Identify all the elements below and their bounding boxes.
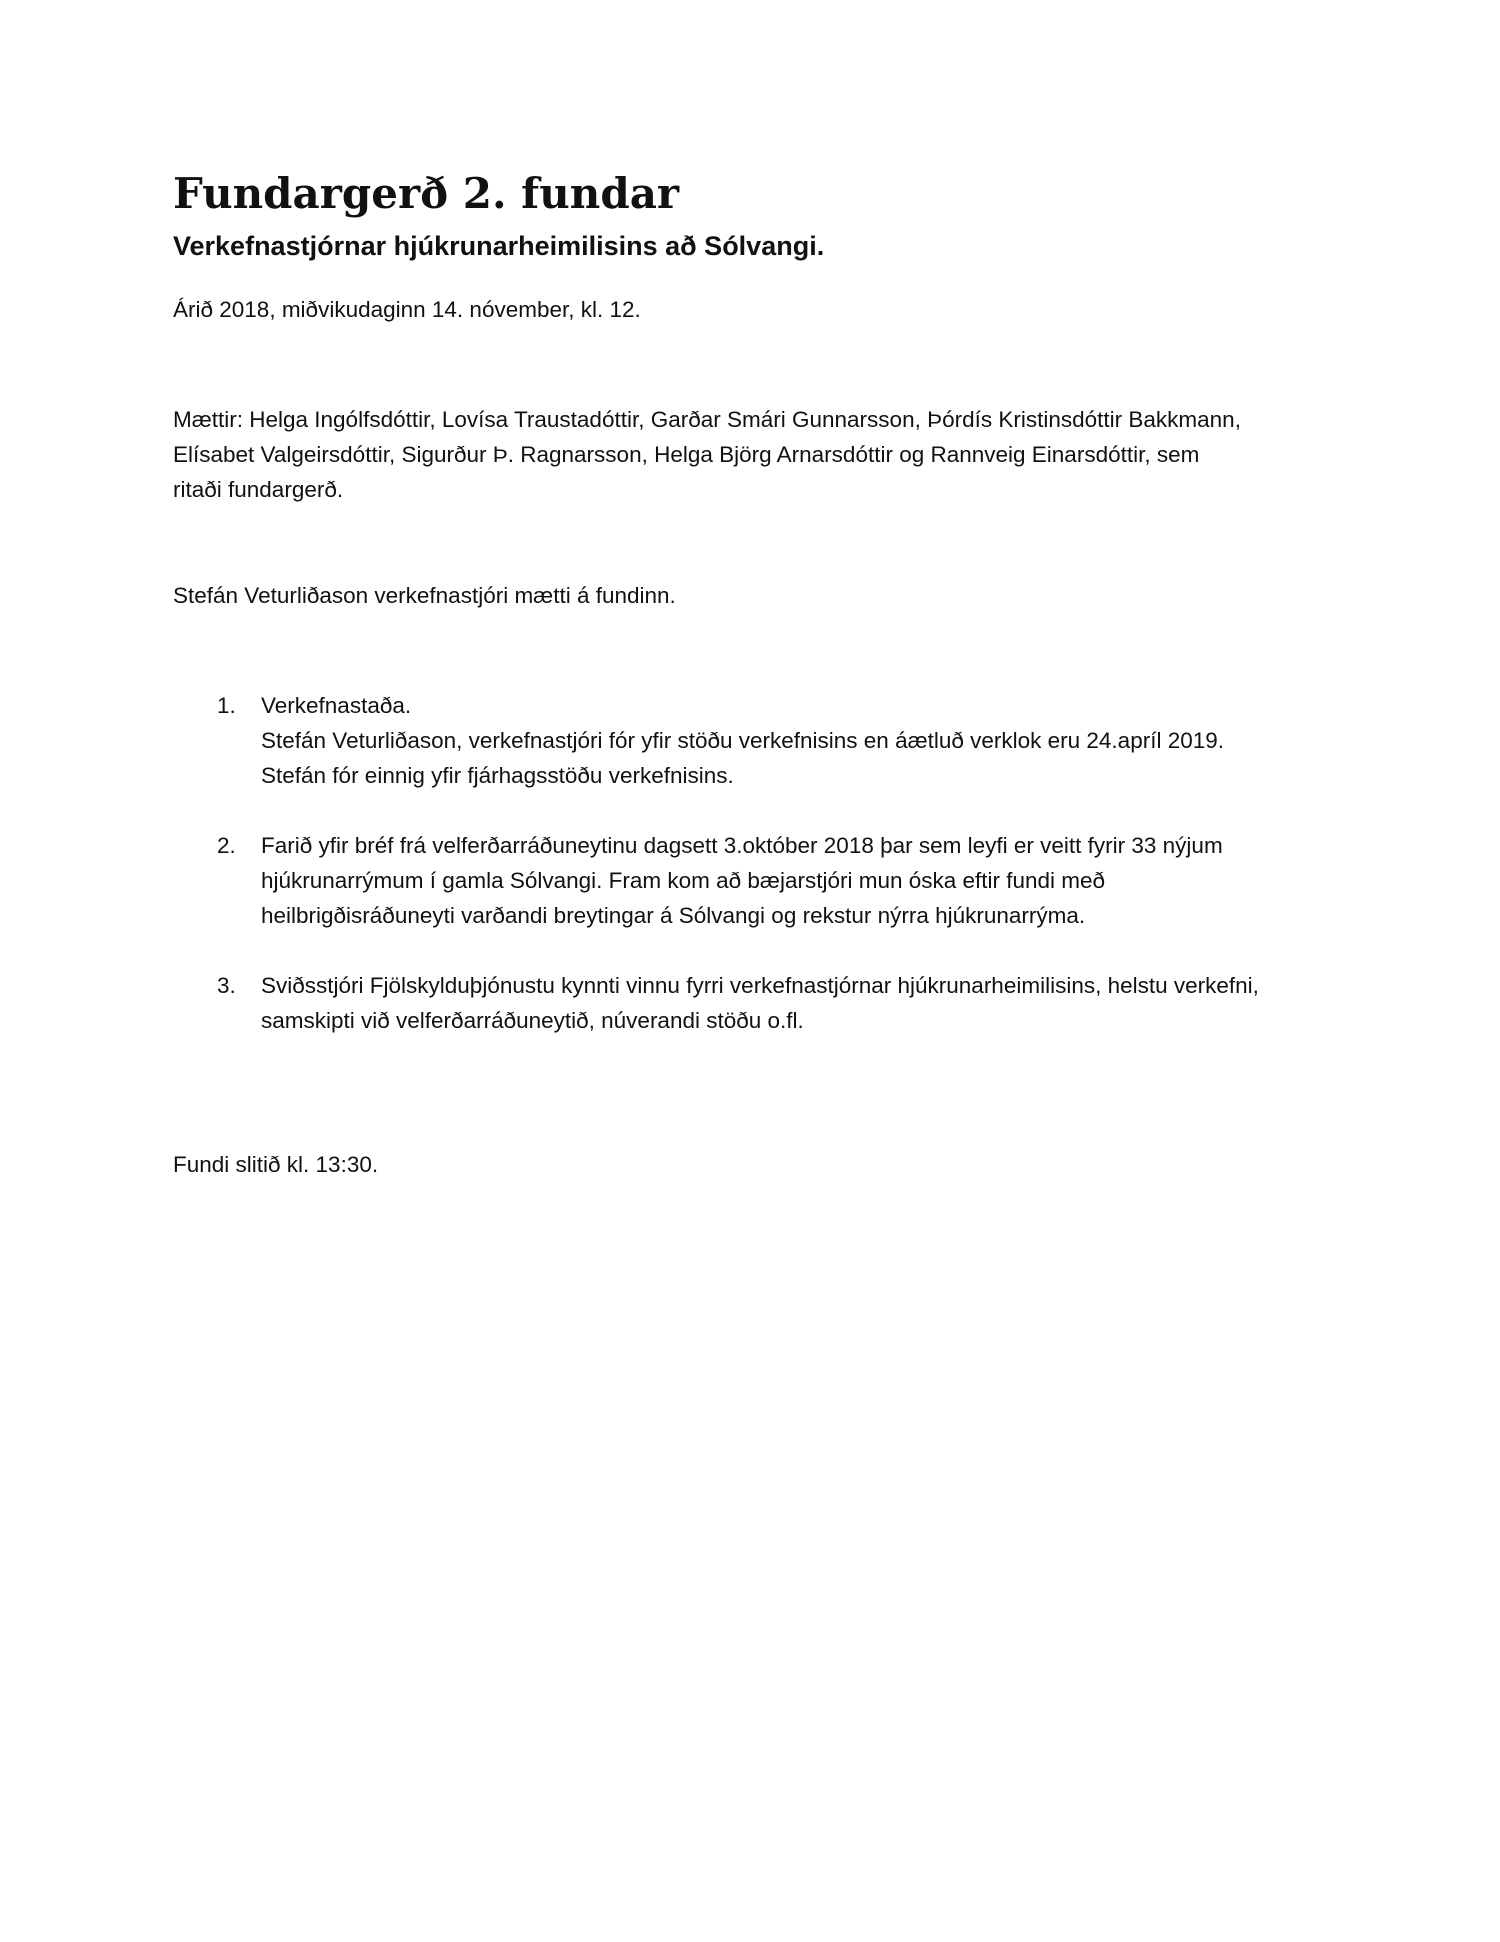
meeting-date: Árið 2018, miðvikudaginn 14. nóvember, kl. 12. bbox=[173, 297, 641, 322]
agenda-item-number: 3. bbox=[217, 973, 236, 998]
agenda-item-text: Stefán Veturliðason, verkefnastjóri fór yfir stöðu verkefnisins en áætluð verklok eru 24.apríl 2019. Stefán fór einnig yfir fjárhagsstöðu verkefnisins. bbox=[261, 728, 1225, 788]
agenda-item-text: Sviðsstjóri Fjölskylduþjónustu kynnti vinnu fyrri verkefnastjórnar hjúkrunarheimilisins, helstu verkefni, samskipti við velferðarráðuneytið, núverandi stöðu o.fl. bbox=[261, 973, 1259, 1033]
attendees-list: Mættir: Helga Ingólfsdóttir, Lovísa Traustadóttir, Garðar Smári Gunnarsson, Þórdís Kristinsdóttir Bakkmann, Elísabet Valgeirsdóttir, Sigurður Þ. Ragnarsson, Helga Björg Arnarsdóttir og Rannveig Einarsdóttir, sem ritaði fundargerð. bbox=[173, 407, 1241, 502]
agenda-list bbox=[173, 688, 1293, 1038]
agenda-item-3 bbox=[173, 968, 1271, 1038]
agenda-item-number: 2. bbox=[217, 833, 236, 858]
agenda-item-1 bbox=[173, 688, 1271, 793]
document-title: Fundargerð 2. fundar bbox=[173, 169, 680, 218]
agenda-item-number: 1. bbox=[217, 693, 236, 718]
project-manager-note: Stefán Veturliðason verkefnastjóri mætti á fundinn. bbox=[173, 583, 676, 608]
agenda-item-2 bbox=[173, 828, 1271, 933]
document-subtitle: Verkefnastjórnar hjúkrunarheimilisins að Sólvangi. bbox=[173, 231, 825, 261]
agenda-item-text: Farið yfir bréf frá velferðarráðuneytinu dagsett 3.október 2018 þar sem leyfi er veitt fyrir 33 nýjum hjúkrunarrýmum í gamla Sólvangi. Fram kom að bæjarstjóri mun óska eftir fundi með heilbrigðisráðuneyti varðandi breytingar á Sólvangi og rekstur nýrra hjúkrunarrýma. bbox=[261, 833, 1223, 928]
agenda-item-heading: Verkefnastaða. bbox=[261, 693, 412, 718]
meeting-closing: Fundi slitið kl. 13:30. bbox=[173, 1152, 379, 1177]
